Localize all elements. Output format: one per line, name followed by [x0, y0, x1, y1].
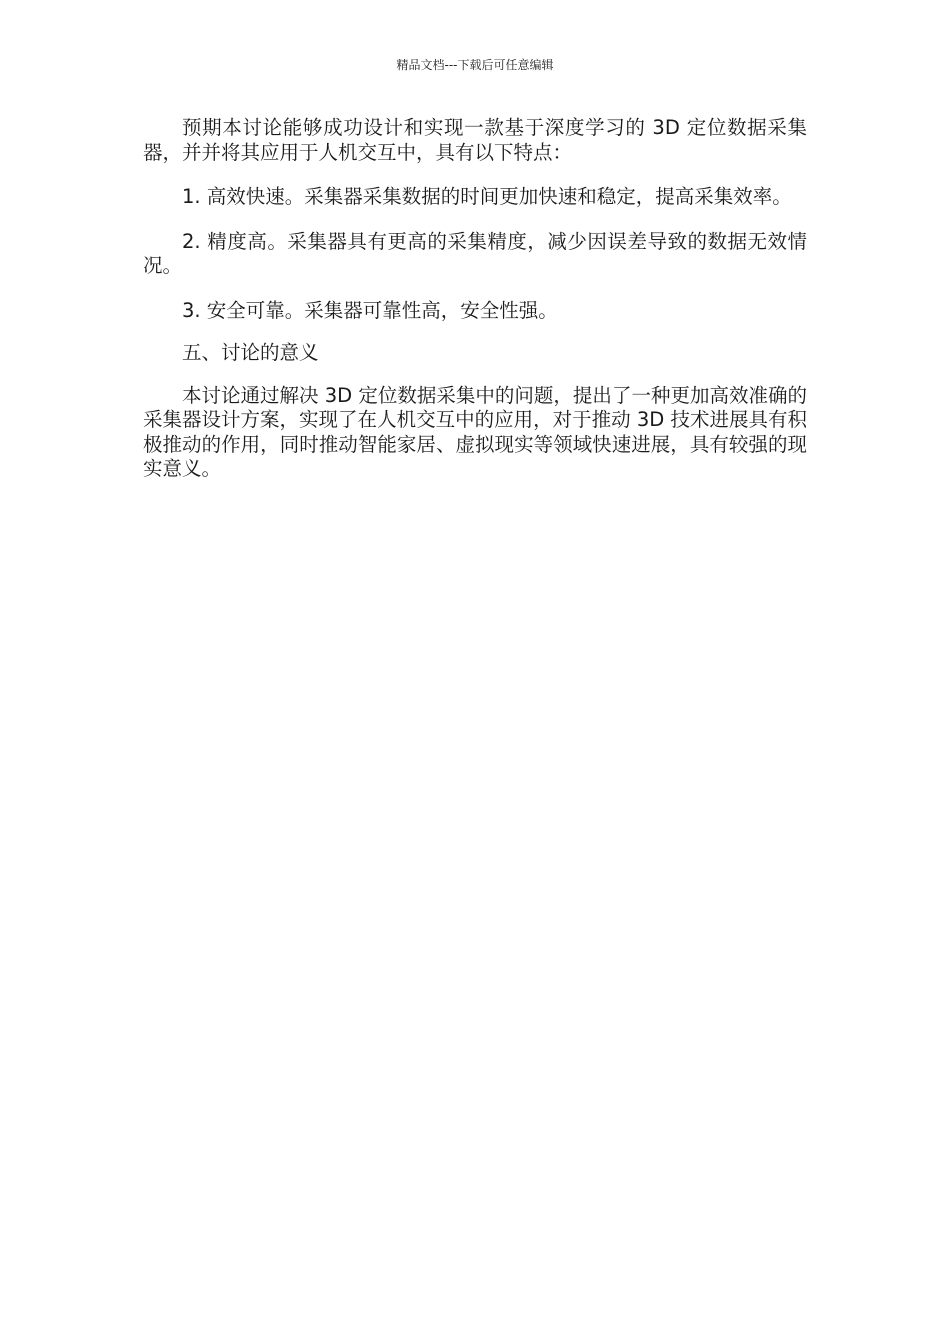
- paragraph-feature-1: 1. 高效快速。采集器采集数据的时间更加快速和稳定，提高采集效率。: [182, 185, 792, 208]
- section-heading-significance: 五、讨论的意义: [182, 341, 319, 364]
- paragraph-feature-3: 3. 安全可靠。采集器可靠性高，安全性强。: [182, 298, 558, 322]
- paragraph-significance: 本讨论通过解决 3D 定位数据采集中的问题，提出了一种更加高效准确的采集器设计方案，实现了在人机交互中的应用，对于推动 3D 技术进展具有积极推动的作用，同时推动智能家居、虚拟现实等领域快速进展，具有较强的现实意义。: [143, 383, 807, 480]
- document-body: [143, 116, 807, 502]
- page-header: 精品文档---下载后可任意编辑: [396, 58, 554, 72]
- paragraph-feature-2: 2. 精度高。采集器具有更高的采集精度，减少因误差导致的数据无效情况。: [143, 229, 807, 277]
- paragraph-expectation: 预期本讨论能够成功设计和实现一款基于深度学习的 3D 定位数据采集器，并并将其应用于人机交互中，具有以下特点：: [143, 116, 807, 164]
